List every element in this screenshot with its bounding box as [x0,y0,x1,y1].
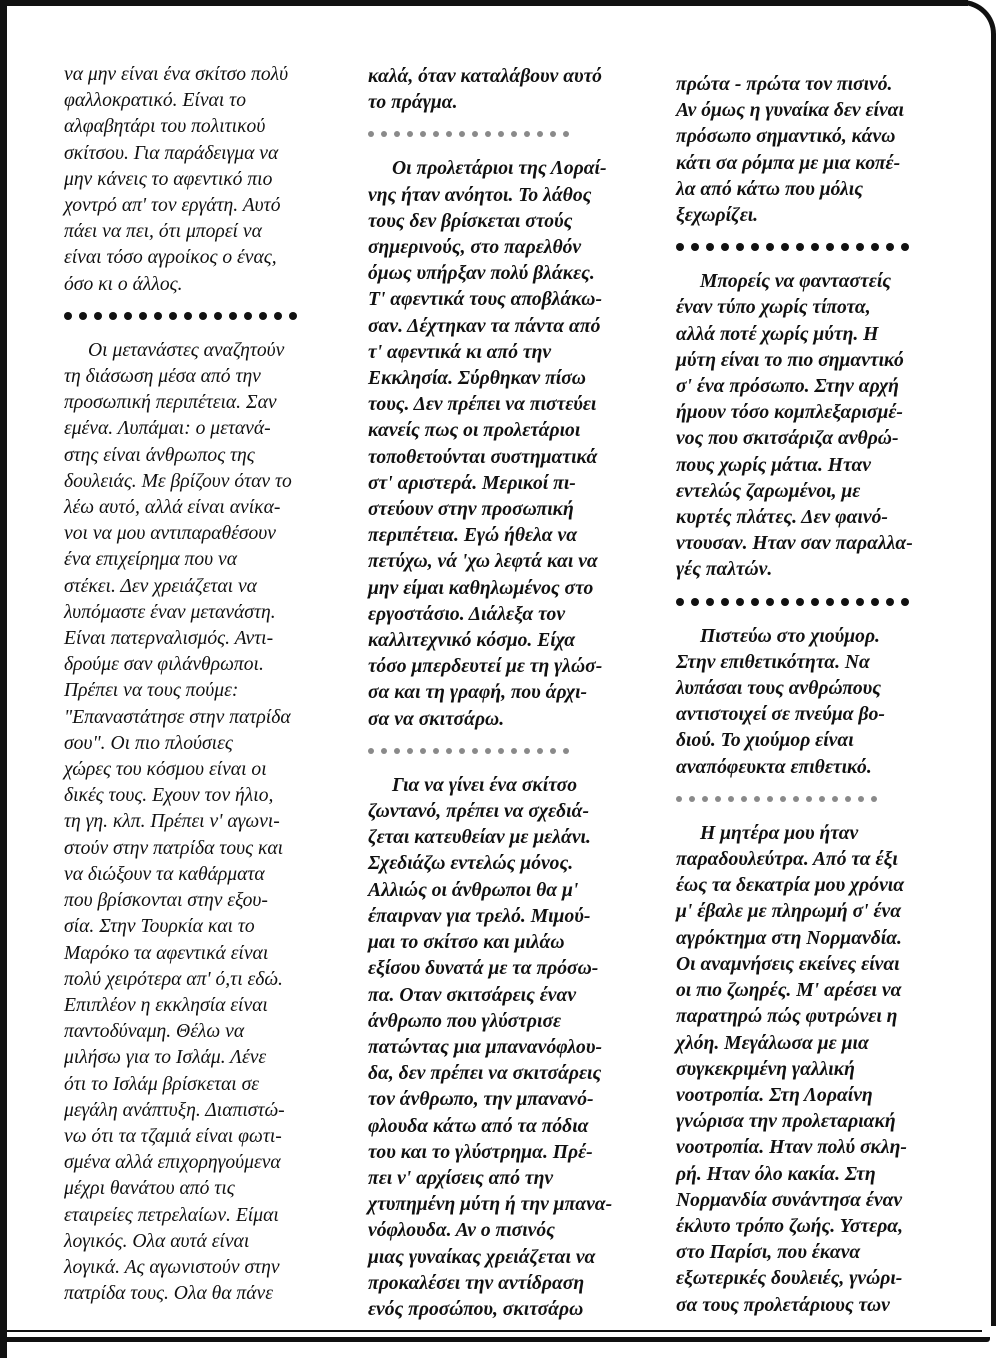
separator-dot [826,243,834,251]
separator-dot [229,312,237,320]
separator-dot [259,312,267,320]
separator-dot [498,131,504,137]
separator-dot [819,796,825,802]
separator-dot [511,131,517,137]
text-line: συγκεκριμένη γαλλική [676,1058,855,1080]
separator-dot [676,598,684,606]
text-line: τη γη. κλπ. Πρέπει ν' αγωνι- [64,811,280,833]
separator-dot [550,748,556,754]
text-line: να διώξουν τα καθάρματα [64,863,265,885]
separator-dot [420,748,426,754]
text-line: λυπόμαστε έναν μετανάστη. [64,601,276,623]
separator-dot [472,748,478,754]
separator-dot [886,243,894,251]
text-line: νόφλουδα. Αν ο πισινός [368,1220,555,1242]
text-line: εταιρείες πετρελαίων. Είμαι [64,1204,279,1226]
text-line: νοι να μου αντιπαραθέσουν [64,523,276,545]
separator-dot [550,131,556,137]
text-line: πους χωρίς μάτια. Ηταν [676,454,871,476]
text-line: Τ' αφεντικά τους αποβλάκω- [368,289,603,311]
text-line: Μπορείς να φανταστείς [700,271,892,293]
separator-dot [841,598,849,606]
text-line: στεύουν στην προσωπική [368,499,574,521]
separator-dot [563,131,569,137]
text-line: χώρες του κόσμου είναι οι [64,759,267,781]
text-line: Αλλιώς οι άνθρωποι θα μ' [368,879,579,901]
dot-separator [368,122,658,146]
paragraph [676,72,976,229]
paragraph [676,821,976,1319]
text-line: τη διάσωση μέσα από την [64,366,261,388]
frame-rounded-corner [956,0,996,40]
text-line: σ' ένα πρόσωπο. Στην αρχή [676,376,899,398]
separator-dot [841,243,849,251]
text-line: άνθρωπο που γλύστρισε [368,1010,562,1032]
text-line: Είναι πατερναλισμός. Αντι- [64,628,274,650]
separator-dot [524,748,530,754]
paragraph [676,269,976,583]
text-line: παντοδύναμη. Θέλω να [64,1021,245,1043]
text-line: ρή. Ηταν όλο κακία. Στη [676,1163,876,1185]
text-line: φαλλοκρατικό. Είναι το [64,90,246,112]
text-line: οι πιο ζωηρές. Μ' αρέσει να [676,980,902,1002]
text-line: να μην είναι ένα σκίτσο πολύ [64,64,289,85]
text-line: νω ότι τα τζαμιά είναι φωτι- [64,1125,282,1147]
separator-dot [689,796,695,802]
separator-dot [433,748,439,754]
text-line: σμένα αλλά επιχορηγούμενα [64,1152,281,1174]
separator-dot [728,796,734,802]
separator-dot [856,598,864,606]
separator-dot [199,312,207,320]
separator-dot [871,243,879,251]
dot-separator [676,787,976,811]
separator-dot [289,312,297,320]
text-line: αναπόφευκτα επιθετικό. [676,756,872,778]
text-line: έναν τύπο χωρίς τίποτα, [676,297,871,319]
separator-dot [811,598,819,606]
text-line: ζεται κατευθείαν με μελάνι. [368,827,591,849]
dot-separator [64,304,348,328]
separator-dot [563,748,569,754]
separator-dot [446,748,452,754]
separator-dot [676,243,684,251]
separator-dot [459,748,465,754]
separator-dot [485,131,491,137]
text-line: Οι αναμνήσεις εκείνες είναι [676,953,900,975]
text-line: στης είναι άνθρωπος της [64,444,255,466]
separator-dot [139,312,147,320]
text-line: το πράγμα. [368,92,458,114]
separator-dot [407,748,413,754]
text-line: ότι το Ισλάμ βρίσκεται σε [64,1073,259,1095]
text-line: σημερινούς, στο παρελθόν [368,237,582,259]
separator-dot [858,796,864,802]
text-line: λογικός. Ολα αυτά είναι [64,1230,250,1252]
text-line: μεγάλη ανάπτυξη. Διαπιστώ- [64,1099,285,1121]
separator-dot [845,796,851,802]
separator-dot [715,796,721,802]
frame-bottom-inner-rule [0,1330,982,1332]
paragraph [368,64,658,116]
text-line: Πρέπει να τους πούμε: [64,680,239,702]
separator-dot [721,598,729,606]
text-line: πατρίδα τους. Ολα θα πάνε [64,1283,273,1305]
text-line: νης ήταν ανόητοι. Το λάθος [368,184,592,206]
text-line: προκαλέσει την αντίδραση [368,1272,585,1294]
separator-dot [472,131,478,137]
separator-dot [459,131,465,137]
text-line: σα να σκιτσάρω. [368,708,505,730]
separator-dot [381,748,387,754]
text-line: αντιστοιχεί σε πνεύμα βο- [676,704,885,726]
separator-dot [856,243,864,251]
text-line: νος που σκιτσάριζα ανθρώ- [676,428,899,450]
separator-dot [381,131,387,137]
separator-dot [871,796,877,802]
text-line: νοοτροπία. Στη Λοραίνη [676,1084,873,1106]
text-line: Επιπλέον η εκκλησία είναι [64,994,268,1016]
text-line: μην κάνεις το αφεντικό πιο [64,168,273,190]
text-line: λογικά. Ας αγωνιστούν στην [64,1256,280,1278]
frame-bottom-border [0,1337,990,1342]
text-line: σαν. Δέχτηκαν τα πάντα από [368,315,601,337]
text-line: καλά, όταν καταλάβουν αυτό [368,66,602,87]
text-line: αγρόκτημα στη Νορμανδία. [676,927,902,949]
text-line: πρόσωπο σημαντικό, κάνω [676,126,896,148]
separator-dot [511,748,517,754]
separator-dot [766,598,774,606]
separator-dot [394,131,400,137]
text-line: Για να γίνει ένα σκίτσο [392,774,578,796]
text-line: μύτη είναι το πιο σημαντικό [676,349,904,371]
text-line: διού. Το χιούμορ είναι [676,730,854,752]
text-line: Σχεδιάζω εντελώς μόνος. [368,853,574,875]
separator-dot [793,796,799,802]
text-line: μέχρι θανάτου από τις [64,1178,235,1200]
text-line: μιας γυναίκας χρειάζεται να [368,1246,596,1268]
separator-dot [94,312,102,320]
text-line: ενός προσώπου, σκιτσάρω [368,1298,584,1320]
separator-dot [394,748,400,754]
text-line: πει ν' αρχίσεις από την [368,1167,554,1189]
paragraph [368,773,658,1323]
separator-dot [901,598,909,606]
text-line: δρούμε σαν φιλάνθρωποι. [64,654,264,676]
text-line: μ' έβαλε με πληρωμή σ' ένα [676,901,902,923]
separator-dot [781,243,789,251]
text-line: νοοτροπία. Ηταν πολύ σκλη- [676,1137,907,1159]
separator-dot [368,748,374,754]
separator-dot [537,748,543,754]
separator-dot [154,312,162,320]
frame-top-border [0,0,968,6]
dot-separator [676,235,976,259]
text-line: ζωντανό, πρέπει να σχεδιά- [368,801,589,823]
text-line: κυρτές πλάτες. Δεν φαινό- [676,507,888,529]
text-line: Στην επιθετικότητα. Να [676,651,870,673]
text-line: τους δεν βρίσκεται στούς [368,210,573,232]
separator-dot [407,131,413,137]
text-line: πα. Οταν σκιτσάρεις έναν [368,984,577,1006]
separator-dot [832,796,838,802]
text-line: καλλιτεχνικό κόσμο. Είχα [368,630,576,652]
separator-dot [754,796,760,802]
text-line: τους. Δεν πρέπει να πιστεύει [368,394,597,416]
text-line: δα, δεν πρέπει να σκιτσάρεις [368,1063,602,1085]
text-line: κανείς πως οι προλετάριοι [368,420,581,442]
separator-dot [766,243,774,251]
text-line: Αν όμως η γυναίκα δεν είναι [676,100,904,122]
text-line: μιλήσω για το Ισλάμ. Λένε [64,1047,267,1069]
text-line: γνώρισα την προλεταριακή [676,1111,896,1133]
separator-dot [274,312,282,320]
text-line: κάτι σα ρόμπα με μια κοπέ- [676,152,901,174]
separator-dot [524,131,530,137]
separator-dot [826,598,834,606]
text-line: εξίσου δυνατά με τα πρόσω- [368,958,599,980]
separator-dot [368,131,374,137]
text-line: γές παλτών. [676,559,773,581]
dot-separator [676,590,976,614]
text-line: έως τα δεκατρία μου χρόνια [676,875,905,897]
text-line: ήμουν τόσο κομπλεξαρισμέ- [676,402,903,424]
text-line: ντουσαν. Ηταν σαν παραλλα- [676,533,913,555]
separator-dot [706,243,714,251]
separator-dot [420,131,426,137]
separator-dot [244,312,252,320]
text-line: όσο κι ο άλλος. [64,273,183,295]
text-line: τον άνθρωπο, την μπανανό- [368,1089,594,1111]
separator-dot [706,598,714,606]
text-line: χοντρό απ' τον εργάτη. Αυτό [64,195,281,217]
separator-dot [736,243,744,251]
separator-dot [169,312,177,320]
text-line: πρώτα - πρώτα τον πισινό. [676,74,893,95]
separator-dot [124,312,132,320]
text-line: φλουδα κάτω από τα πόδια [368,1115,589,1137]
separator-dot [691,243,699,251]
separator-dot [901,243,909,251]
dot-separator [368,739,658,763]
separator-dot [886,598,894,606]
text-line: Μαρόκο τα αφεντικά είναι [64,942,269,964]
text-line: σα και τη γραφή, που άρχι- [368,682,588,704]
text-line: μαι το σκίτσο και μιλάω [368,932,565,954]
text-line: έκλυτο τρόπο ζωής. Υστερα, [676,1215,904,1237]
text-line: εμένα. Λυπάμαι: ο μετανά- [64,418,271,440]
text-line: πατώντας μια μπανανόφλου- [368,1036,602,1058]
frame-left-border [0,0,7,1358]
separator-dot [811,243,819,251]
text-line: Πιστεύω στο χιούμορ. [700,625,880,647]
separator-dot [741,796,747,802]
separator-dot [498,748,504,754]
separator-dot [109,312,117,320]
text-line: είναι τόσο αγροίκος ο ένας, [64,247,277,269]
text-line: ένα επιχείρημα που να [64,549,237,571]
separator-dot [806,796,812,802]
text-line: του και το γλύστρημα. Πρέ- [368,1141,593,1163]
separator-dot [79,312,87,320]
text-line: σου". Οι πιο πλούσιες [64,732,233,754]
text-line: τοποθετούνται συστηματικά [368,446,598,468]
text-line: στέκει. Δεν χρειάζεται να [64,575,257,597]
separator-dot [485,748,491,754]
text-line: που βρίσκονται στην εξου- [64,890,268,912]
text-line: έπαιρναν για τρελό. Μιμού- [368,905,591,927]
text-line: λα από κάτω που μόλις [676,178,863,200]
separator-dot [691,598,699,606]
text-line: στο Παρίσι, που έκανα [676,1242,861,1264]
paragraph [368,156,658,732]
text-line: στ' αριστερά. Μερικοί πι- [368,472,576,494]
text-line: μην είμαι καθηλωμένος στο [368,577,594,599]
separator-dot [537,131,543,137]
text-line: δικές τους. Εχουν τον ήλιο, [64,785,274,807]
separator-dot [871,598,879,606]
text-column-1 [64,62,348,1307]
text-line: αλλά ποτέ χωρίς μύτη. Η [676,323,879,345]
text-line: σα τους προλετάριους των [676,1294,890,1316]
separator-dot [702,796,708,802]
text-line: στούν στην πατρίδα τους και [64,837,284,859]
text-line: σκίτσου. Για παράδειγμα να [64,142,279,164]
text-line: Εκκλησία. Σύρθηκαν πίσω [368,368,586,390]
separator-dot [676,796,682,802]
separator-dot [751,243,759,251]
text-line: αλφαβητάρι του πολιτικού [64,116,266,138]
text-line: προσωπική περιπέτεια. Σαν [64,392,277,414]
text-line: εξωτερικές δουλειές, γνώρι- [676,1268,903,1290]
separator-dot [796,243,804,251]
text-line: σία. Στην Τουρκία και το [64,916,255,938]
text-column-2 [368,64,658,1323]
text-line: χλόη. Μεγάλωσα με μια [676,1032,869,1054]
paragraph [64,62,348,298]
text-line: λέω αυτό, αλλά είναι ανίκα- [64,497,281,519]
text-line: χτυπημένη μύτη ή την μπανα- [368,1194,613,1216]
text-line: παραδουλεύτρα. Από τα έξι [676,849,898,871]
text-line: Οι προλετάριοι της Λοραί- [392,158,607,180]
text-line: Οι μετανάστες αναζητούν [88,339,285,361]
text-line: πολύ χειρότερα απ' ό,τι εδώ. [64,968,283,990]
text-line: Νορμανδία συνάντησα έναν [676,1189,903,1211]
text-line: παρατηρώ πώς φυτρώνει η [676,1006,898,1028]
text-line: ξεχωρίζει. [676,205,759,227]
text-line: πετύχω, νά 'χω λεφτά και να [368,551,598,573]
separator-dot [184,312,192,320]
text-line: τ' αφεντικά κι από την [368,341,552,363]
text-line: λυπάσαι τους ανθρώπους [676,678,881,700]
paragraph [676,624,976,781]
text-line: περιπέτεια. Εγώ ήθελα να [368,525,578,547]
text-line: εργοστάσιο. Διάλεξα τον [368,603,566,625]
paragraph [64,338,348,1308]
separator-dot [751,598,759,606]
text-line: "Επαναστάτησε στην πατρίδα [64,706,291,728]
separator-dot [433,131,439,137]
separator-dot [767,796,773,802]
text-line: πάει να πει, ότι μπορεί να [64,221,262,243]
separator-dot [721,243,729,251]
separator-dot [781,598,789,606]
text-line: εντελώς ζαρωμένοι, με [676,480,861,502]
text-line: τόσο μπερδευτεί με τη γλώσ- [368,656,603,678]
text-line: Η μητέρα μου ήταν [700,822,859,844]
separator-dot [64,312,72,320]
frame-right-border [991,36,996,1326]
text-column-3 [676,72,976,1319]
separator-dot [780,796,786,802]
text-line: δουλειάς. Με βρίζουν όταν το [64,470,292,492]
separator-dot [736,598,744,606]
text-line: όμως υπήρξαν πολύ βλάκες. [368,263,595,285]
separator-dot [214,312,222,320]
separator-dot [446,131,452,137]
separator-dot [796,598,804,606]
